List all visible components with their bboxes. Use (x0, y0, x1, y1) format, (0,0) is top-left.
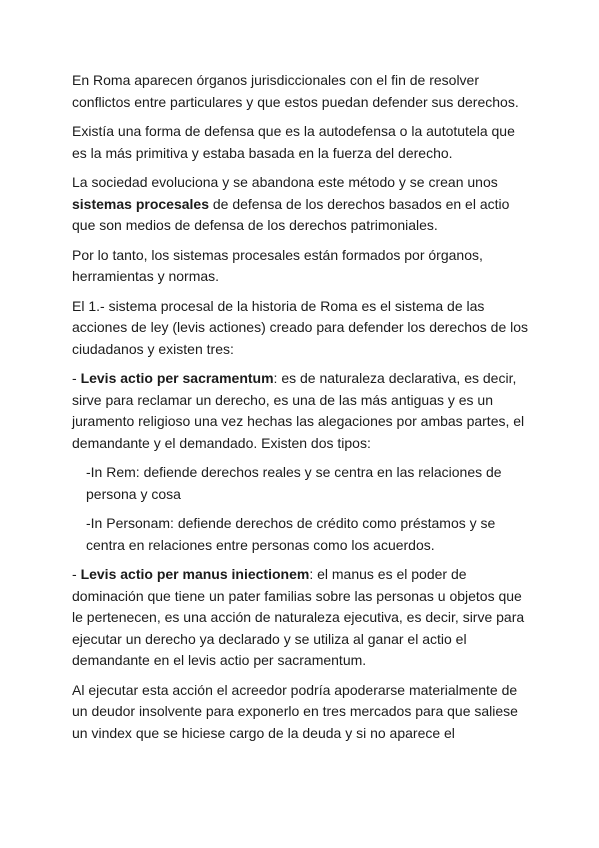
paragraph-ejecutar-accion (72, 680, 532, 745)
paragraph-text-after: de defensa de los derechos basados en el actio que son medios de defensa de los derechos patrimoniales. (72, 195, 510, 233)
paragraph-manus-iniectionem (72, 564, 532, 672)
paragraph-text-before: - (72, 370, 81, 386)
paragraph-componentes (72, 245, 532, 288)
paragraph-text: -In Personam: defiende derechos de crédito como préstamos y se centra en relaciones entre personas como los acuerdos. (86, 515, 496, 553)
paragraph-text-after: : es de naturaleza declarativa, es decir, sirve para reclamar un derecho, es una de las más antiguas y es un juramento religioso una vez hechas las alegaciones por ambas partes, el demandante y el demandado. Existen dos tipos: (72, 370, 525, 451)
paragraph-text: Al ejecutar esta acción el acreedor podría apoderarse materialmente de un deudor insolvente para exponerlo en tres mercados para que saliese un vindex que se hiciese cargo de la deuda y si no aparece el (72, 681, 518, 741)
bold-term-manus-iniectionem: Levis actio per manus iniectionem (80, 566, 310, 582)
paragraph-acciones-de-ley (72, 296, 532, 361)
bold-term-sistemas-procesales: sistemas procesales (72, 195, 209, 212)
paragraph-roma-organos (72, 70, 532, 113)
paragraph-text: -In Rem: defiende derechos reales y se centra en las relaciones de persona y cosa (86, 464, 502, 502)
paragraph-text-before: La sociedad evoluciona y se abandona este método y se crean unos (72, 174, 498, 190)
document-body (72, 70, 532, 752)
paragraph-text: El 1.- sistema procesal de la historia de Roma es el sistema de las acciones de ley (levis actiones) creado para defender los derechos de los ciudadanos y existen tres: (72, 297, 529, 357)
paragraph-sacramentum (72, 368, 532, 454)
paragraph-autodefensa (72, 121, 532, 164)
paragraph-text: Por lo tanto, los sistemas procesales están formados por órganos, herramientas y normas. (72, 246, 483, 284)
paragraph-in-personam (72, 513, 532, 556)
paragraph-sistemas-procesales (72, 172, 532, 237)
paragraph-text: Existía una forma de defensa que es la autodefensa o la autotutela que es la más primitiva y estaba basada en la fuerza del derecho. (72, 123, 515, 161)
paragraph-in-rem (72, 462, 532, 505)
paragraph-text-after: : el manus es el poder de dominación que tiene un pater familias sobre las personas u objetos que le pertenecen, es una acción de naturaleza ejecutiva, es decir, sirve para ejecutar un derecho ya declarado y se utiliza al ganar el actio el demandante en el levis actio per sacramentum. (72, 566, 525, 668)
paragraph-text: En Roma aparecen órganos jurisdiccionales con el fin de resolver conflictos entre particulares y que estos puedan defender sus derechos. (72, 72, 519, 110)
paragraph-text-before: - (72, 566, 81, 582)
bold-term-sacramentum: Levis actio per sacramentum (80, 370, 274, 386)
